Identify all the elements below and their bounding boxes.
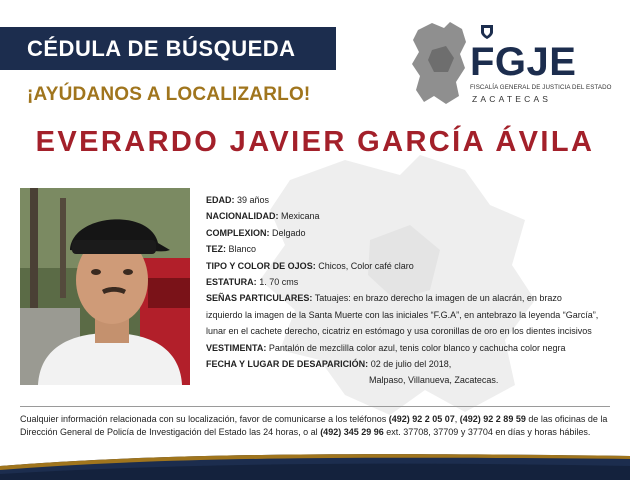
age-value: 39 años xyxy=(237,195,270,205)
footer-band xyxy=(0,450,630,480)
detail-nationality xyxy=(206,208,616,224)
detail-marks xyxy=(206,290,616,306)
clothing-label: VESTIMENTA: xyxy=(206,342,267,353)
state-map-with-shield-icon xyxy=(410,20,468,106)
marks-label: SEÑAS PARTICULARES: xyxy=(206,293,313,304)
divider xyxy=(20,406,610,407)
phone-2: (492) 92 2 89 59 xyxy=(459,414,526,424)
fgje-logo xyxy=(410,20,610,108)
contact-text4: Dirección General de Policía de Investigación del Estado las 24 horas, o al xyxy=(20,427,321,437)
person-details xyxy=(206,192,616,389)
detail-clothing xyxy=(206,340,616,356)
person-photo xyxy=(20,188,190,385)
contact-line2 xyxy=(20,426,616,439)
phone-3: (492) 345 29 96 xyxy=(320,427,384,437)
marks-line2: izquierdo la imagen de la Santa Muerte con las iniciales “F.G.A”, en antebrazo la leyenda “García”, xyxy=(206,309,599,320)
detail-build xyxy=(206,225,616,241)
disappearance-place: Malpaso, Villanueva, Zacatecas. xyxy=(369,375,499,386)
contact-text5: ext. 37708, 37709 y 37704 en días y horas hábiles. xyxy=(383,427,591,437)
banner-title: CÉDULA DE BÚSQUEDA xyxy=(0,27,336,70)
logo-acronym: FGJE xyxy=(470,40,577,84)
marks-line3: lunar en el cachete derecho, cicatriz en estómago y usa coronillas de oro en los dientes incisivos xyxy=(206,326,592,337)
nationality-label: NACIONALIDAD: xyxy=(206,211,279,222)
contact-line1 xyxy=(20,413,616,426)
detail-disappearance xyxy=(206,356,616,372)
clothing-value: Pantalón de mezclilla color azul, tenis color blanco y cachucha color negra xyxy=(268,342,566,353)
contact-text3: de las oficinas de la xyxy=(525,414,608,424)
build-value: Delgado xyxy=(272,227,306,238)
marks-line1: Tatuajes: en brazo derecho la imagen de un alacrán, en brazo xyxy=(314,293,562,304)
height-value: 1. 70 cms xyxy=(259,277,299,288)
build-label: COMPLEXION: xyxy=(206,227,270,238)
shield-icon xyxy=(480,24,494,40)
skin-label: TEZ: xyxy=(206,244,226,255)
height-label: ESTATURA: xyxy=(206,277,257,288)
contact-info xyxy=(20,413,616,439)
eyes-label: TIPO Y COLOR DE OJOS: xyxy=(206,260,316,271)
detail-skin xyxy=(206,241,616,257)
contact-text1: Cualquier información relacionada con su localización, favor de comunicarse a los teléfonos xyxy=(20,414,389,424)
logo-institution: FISCALÍA GENERAL DE JUSTICIA DEL ESTADO xyxy=(470,84,612,91)
contact-text2: , xyxy=(454,414,460,424)
nationality-value: Mexicana xyxy=(281,211,320,222)
tagline: ¡AYÚDANOS A LOCALIZARLO! xyxy=(27,84,311,105)
logo-state: ZACATECAS xyxy=(472,94,552,104)
skin-value: Blanco xyxy=(228,244,257,255)
eyes-value: Chicos, Color café claro xyxy=(318,260,414,271)
age-label: EDAD: xyxy=(206,195,235,205)
detail-height xyxy=(206,274,616,290)
missing-person-name: EVERARDO JAVIER GARCÍA ÁVILA xyxy=(35,126,595,158)
disappearance-date: 02 de julio del 2018, xyxy=(370,359,452,370)
detail-eyes xyxy=(206,258,616,274)
disappearance-label: FECHA Y LUGAR DE DESAPARICIÓN: xyxy=(206,359,369,370)
phone-1: (492) 92 2 05 07 xyxy=(388,414,455,424)
detail-age xyxy=(206,192,616,208)
